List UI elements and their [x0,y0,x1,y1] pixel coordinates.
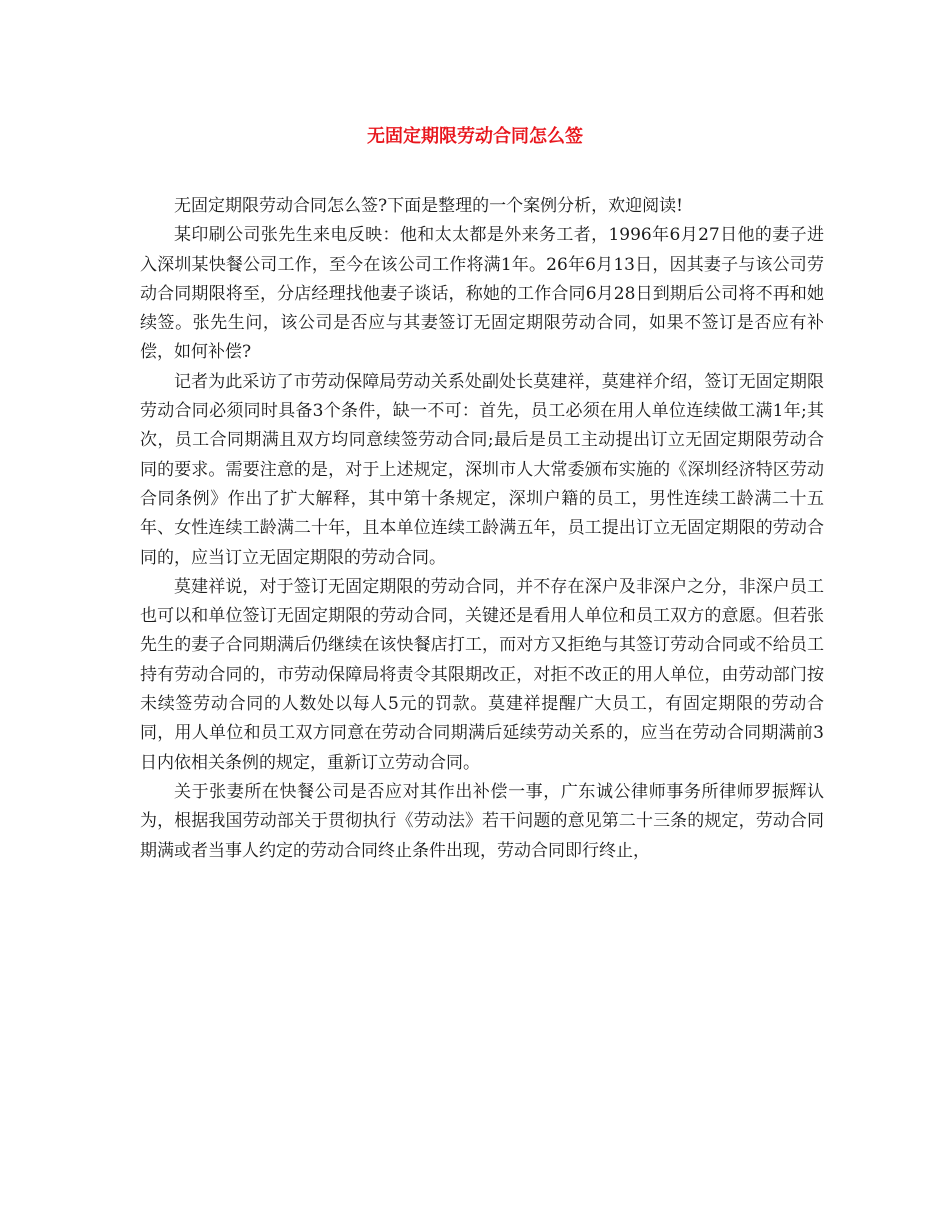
paragraph-interview: 记者为此采访了市劳动保障局劳动关系处副处长莫建祥，莫建祥介绍，签订无固定期限劳动合同必须同时具备3个条件，缺一不可：首先，员工必须在用人单位连续做工满1年;其次，员工合同期满且双方均同意续签劳动合同;最后是员工主动提出订立无固定期限劳动合同的要求。需要注意的是，对于上述规定，深圳市人大常委颁布实施的《深圳经济特区劳动合同条例》作出了扩大解释，其中第十条规定，深圳户籍的员工，男性连续工龄满二十五年、女性连续工龄满二十年，且本单位连续工龄满五年，员工提出订立无固定期限的劳动合同的，应当订立无固定期限的劳动合同。 [140,371,824,568]
paragraph-lawyer: 关于张妻所在快餐公司是否应对其作出补偿一事，广东诚公律师事务所律师罗振辉认为，根据我国劳动部关于贯彻执行《劳动法》若干问题的意见第二十三条的规定，劳动合同期满或者当事人约定的劳动合同终止条件出现，劳动合同即行终止， [140,781,824,861]
document-body [140,192,824,866]
document-title: 无固定期限劳动合同怎么签 [367,126,583,147]
paragraph-case: 某印刷公司张先生来电反映：他和太太都是外来务工者，1996年6月27日他的妻子进入深圳某快餐公司工作，至今在该公司工作将满1年。26年6月13日，因其妻子与该公司劳动合同期限将至，分店经理找他妻子谈话，称她的工作合同6月28日到期后公司将不再和她续签。张先生问，该公司是否应与其妻签订无固定期限劳动合同，如果不签订是否应有补偿，如何补偿? [140,225,824,363]
paragraph-intro: 无固定期限劳动合同怎么签?下面是整理的一个案例分析，欢迎阅读! [174,196,683,216]
paragraph-mo-jianxiang: 莫建祥说，对于签订无固定期限的劳动合同，并不存在深户及非深户之分，非深户员工也可以和单位签订无固定期限的劳动合同，关键还是看用人单位和员工双方的意愿。但若张先生的妻子合同期满后仍继续在该快餐店打工，而对方又拒绝与其签订劳动合同或不给员工持有劳动合同的，市劳动保障局将责令其限期改正，对拒不改正的用人单位，由劳动部门按未续签劳动合同的人数处以每人5元的罚款。莫建祥提醒广大员工，有固定期限的劳动合同，用人单位和员工双方同意在劳动合同期满后延续劳动关系的，应当在劳动合同期满前3日内依相关条例的规定，重新订立劳动合同。 [140,576,824,773]
